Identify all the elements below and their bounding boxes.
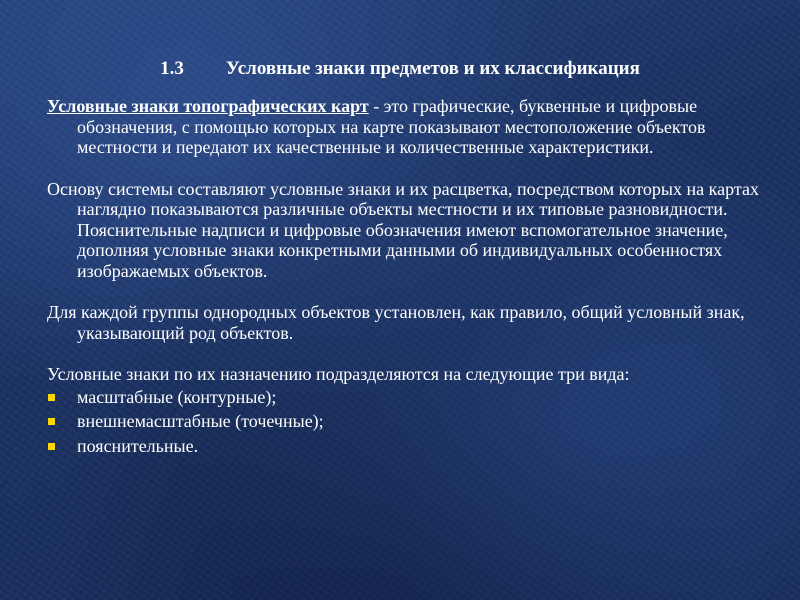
title-text: Условные знаки предметов и их классификация [225,58,640,79]
slide-title [0,58,800,80]
defined-term: Условные знаки топографических карт [47,96,369,116]
square-bullet-icon [48,418,55,425]
types-list [47,387,767,457]
list-item [47,411,767,432]
group-paragraph: Для каждой группы однородных объектов установлен, как правило, общий условный знак, указывающий род объектов. [47,302,745,343]
system-paragraph: Основу системы составляют условные знаки и их расцветка, посредством которых на картах наглядно показываются различные объекты местности и их типовые разновидности. Пояснительные надписи и цифровые обозначения имеют вспомогательное значение, дополняя условные знаки конкретными данными об индивидуальных особенностях изображаемых объектов. [47,178,759,281]
square-bullet-icon [48,443,55,450]
list-item [47,436,767,457]
types-intro-paragraph: Условные знаки по их назначению подразделяются на следующие три вида: [47,364,630,384]
list-item-text: пояснительные. [77,435,199,456]
slide-content [47,96,767,460]
list-item-text: масштабные (контурные); [77,386,277,407]
definition-paragraph [47,96,767,158]
list-item-text: внешнемасштабные (точечные); [77,411,324,431]
definition-text: - это графические, буквенные и цифровые обозначения, с помощью которых на карте показывают местоположение объектов местности и передают их качественные и количественные характеристики. [77,96,706,157]
square-bullet-icon [48,394,55,401]
list-item [47,387,767,408]
section-number: 1.3 [160,58,184,79]
